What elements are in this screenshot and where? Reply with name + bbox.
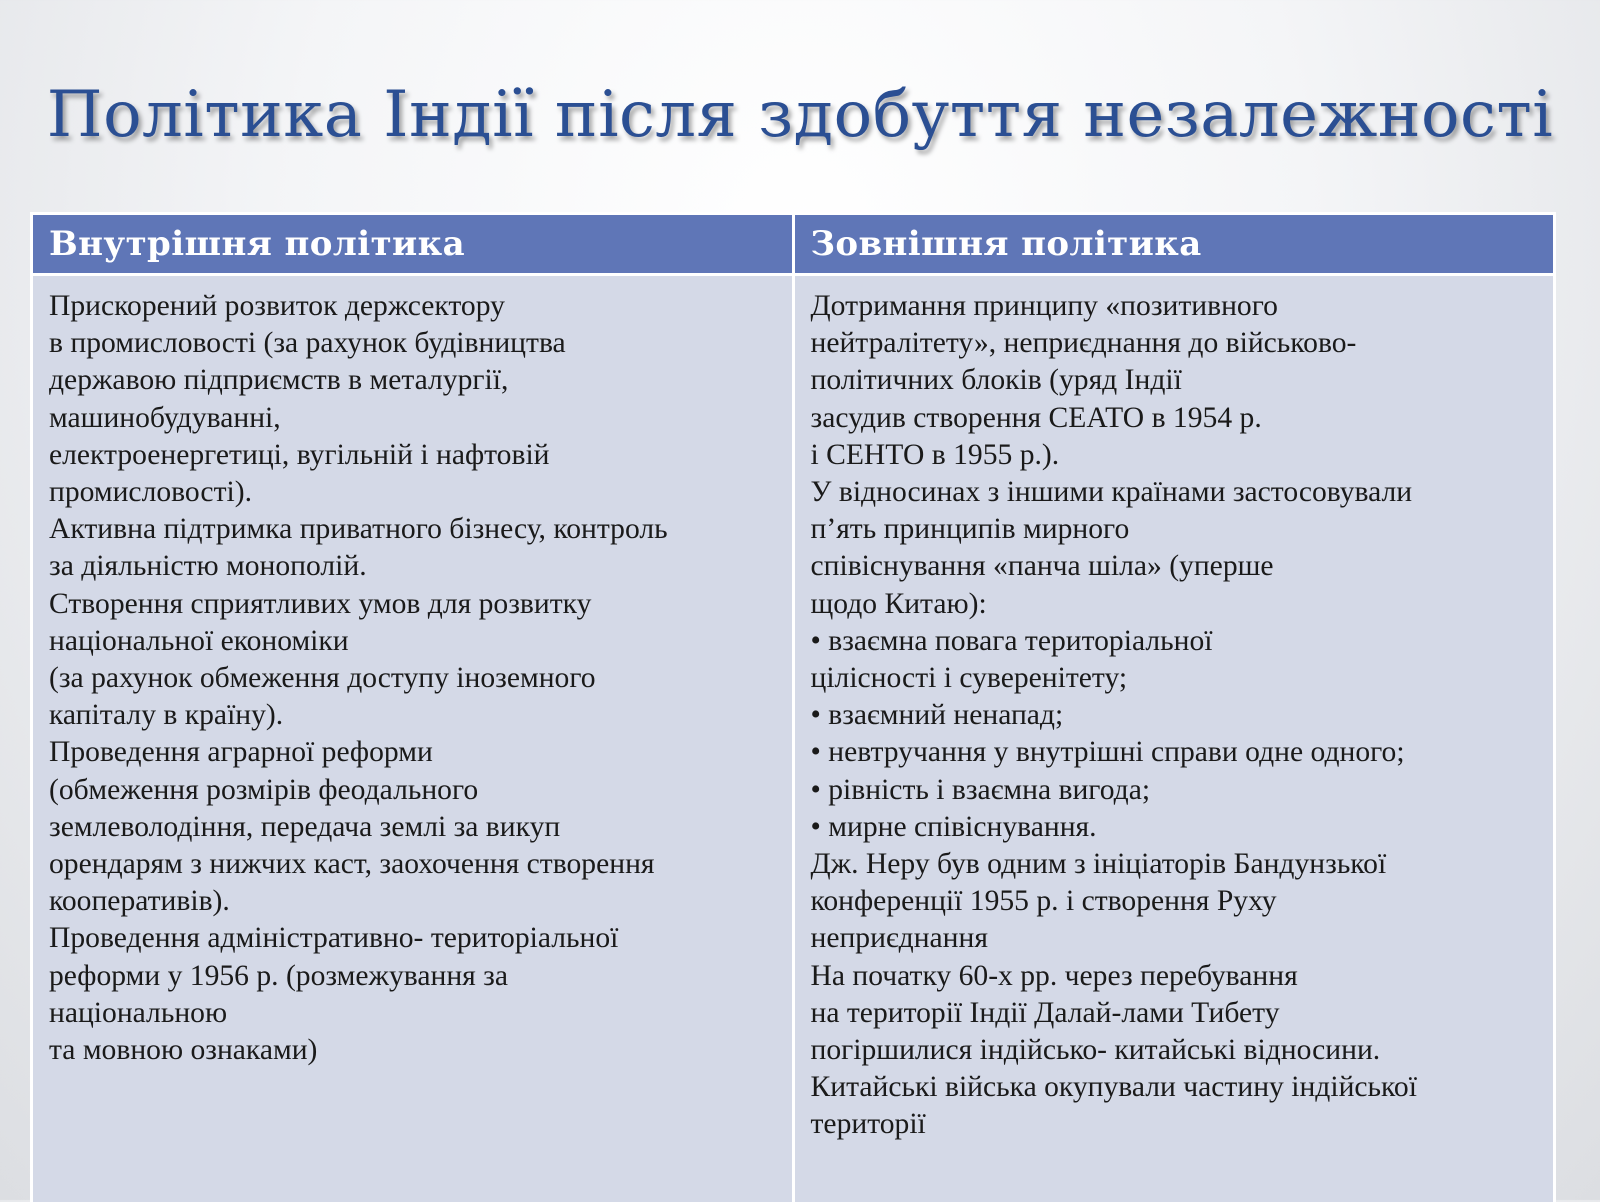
domestic-policy-cell: [32, 275, 794, 1202]
table-header-row: [32, 214, 1555, 275]
text-line: Прискорений розвиток держсектору: [49, 288, 776, 325]
foreign-policy-cell: [793, 275, 1555, 1202]
text-line: державою підприємств в металургії,: [49, 362, 776, 399]
text-line: реформи у 1956 р. (розмежування за: [49, 958, 776, 995]
text-line: • взаємний ненапад;: [811, 697, 1538, 734]
text-line: У відносинах з іншими країнами застосовували: [811, 474, 1538, 511]
text-line: політичних блоків (уряд Індії: [811, 362, 1538, 399]
policy-table: [30, 212, 1556, 1202]
header-foreign-policy: Зовнішня політика: [793, 214, 1555, 275]
text-line: національної економіки: [49, 623, 776, 660]
text-line: та мовною ознаками): [49, 1032, 776, 1069]
text-line: землеволодіння, передача землі за викуп: [49, 809, 776, 846]
text-line: На початку 60-х рр. через перебування: [811, 958, 1538, 995]
text-line: машинобудуванні,: [49, 400, 776, 437]
text-line: засудив створення СЕАТО в 1954 р.: [811, 400, 1538, 437]
text-line: щодо Китаю):: [811, 586, 1538, 623]
text-line: (обмеження розмірів феодального: [49, 772, 776, 809]
text-line: Проведення адміністративно- територіальної: [49, 920, 776, 957]
text-line: Створення сприятливих умов для розвитку: [49, 586, 776, 623]
text-line: • взаємна повага територіальної: [811, 623, 1538, 660]
text-line: кооперативів).: [49, 883, 776, 920]
table-body-row: [32, 275, 1555, 1202]
text-line: на території Індії Далай-лами Тибету: [811, 995, 1538, 1032]
text-line: п’ять принципів мирного: [811, 511, 1538, 548]
text-line: капіталу в країну).: [49, 697, 776, 734]
text-line: за діяльністю монополій.: [49, 548, 776, 585]
text-line: цілісності і суверенітету;: [811, 660, 1538, 697]
text-line: конференції 1955 р. і створення Руху: [811, 883, 1538, 920]
text-line: співіснування «панча шіла» (уперше: [811, 548, 1538, 585]
text-line: Дж. Неру був одним з ініціаторів Бандунзької: [811, 846, 1538, 883]
text-line: в промисловості (за рахунок будівництва: [49, 325, 776, 362]
text-line: Проведення аграрної реформи: [49, 734, 776, 771]
text-line: • невтручання у внутрішні справи одне одного;: [811, 734, 1538, 771]
text-line: Китайські війська окупували частину індійської: [811, 1069, 1538, 1106]
text-line: орендарям з нижчих каст, заохочення створення: [49, 846, 776, 883]
text-line: і СЕНТО в 1955 р.).: [811, 437, 1538, 474]
text-line: • мирне співіснування.: [811, 809, 1538, 846]
text-line: електроенергетиці, вугільній і нафтовій: [49, 437, 776, 474]
text-line: Активна підтримка приватного бізнесу, контроль: [49, 511, 776, 548]
text-line: нейтралітету», неприєднання до військово-: [811, 325, 1538, 362]
text-line: (за рахунок обмеження доступу іноземного: [49, 660, 776, 697]
text-line: національною: [49, 995, 776, 1032]
text-line: погіршилися індійсько- китайські відносини.: [811, 1032, 1538, 1069]
text-line: промисловості).: [49, 474, 776, 511]
text-line: • рівність і взаємна вигода;: [811, 772, 1538, 809]
header-domestic-policy: Внутрішня політика: [32, 214, 794, 275]
text-line: неприєднання: [811, 920, 1538, 957]
text-line: Дотримання принципу «позитивного: [811, 288, 1538, 325]
text-line: території: [811, 1106, 1538, 1143]
slide-title: Політика Індії після здобуття незалежності: [0, 78, 1600, 152]
